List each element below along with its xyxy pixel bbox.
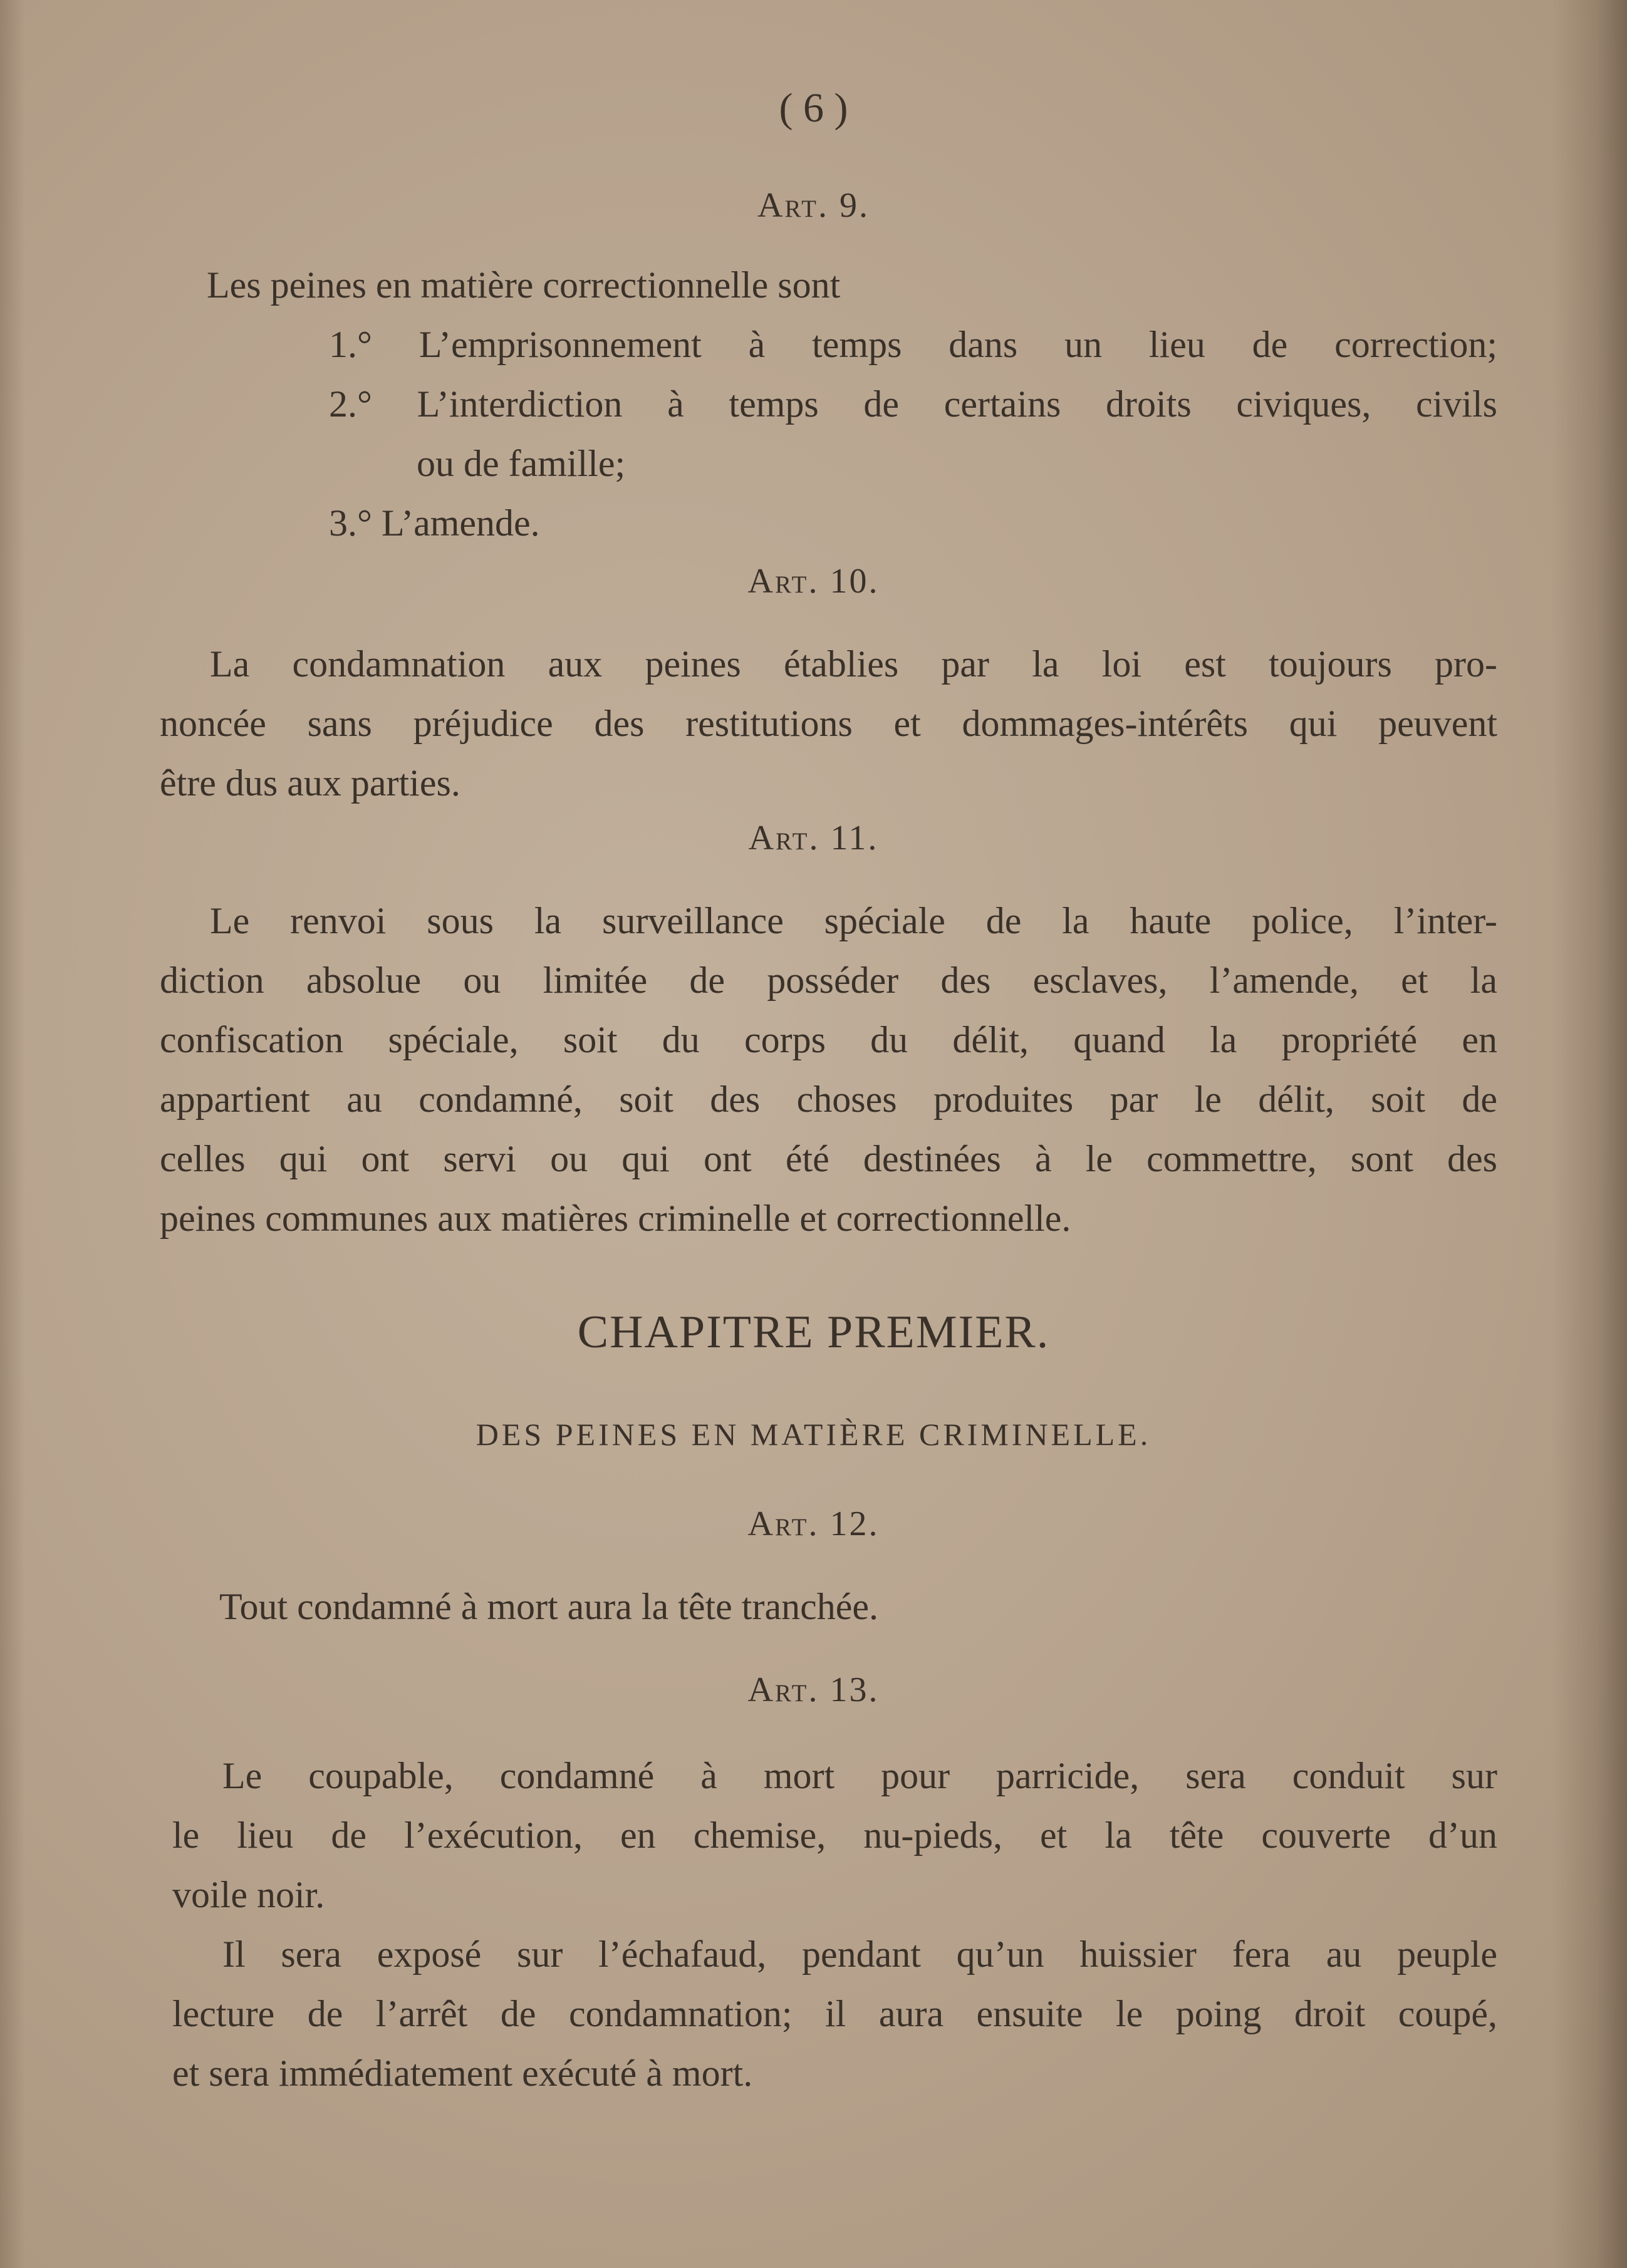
chapter-subtitle: DES PEINES EN MATIÈRE CRIMINELLE. (476, 1417, 1151, 1452)
art-9-item-3: 3.° L’amende. (329, 502, 540, 544)
art-9-heading: Art. 9. (757, 186, 870, 225)
art-11-line-3: confiscation spéciale, soit du corps du délit, quand la propriété en (160, 1019, 1497, 1060)
chapter-title: CHAPITRE PREMIER. (577, 1307, 1050, 1358)
art-11-line-5: celles qui ont servi ou qui ont été destinées à le commettre, sont des (160, 1138, 1497, 1179)
art-13-heading: Art. 13. (747, 1670, 880, 1709)
art-10-line-3: être dus aux parties. (160, 762, 460, 804)
art-13-p2-line-1: Il sera exposé sur l’échafaud, pendant qu’un huissier fera au peuple (222, 1934, 1497, 1975)
art-11-line-1: Le renvoi sous la surveillance spéciale de la haute police, l’inter- (210, 900, 1497, 941)
art-13-p1-line-2: le lieu de l’exécution, en chemise, nu-pieds, et la tête couverte d’un (172, 1815, 1497, 1856)
art-13-p2-line-3: et sera immédiatement exécuté à mort. (172, 2053, 753, 2094)
art-10-line-1: La condamnation aux peines établies par la loi est toujours pro- (210, 643, 1497, 685)
art-9-item-2-line-2: ou de famille; (417, 443, 626, 484)
art-11-line-6: peines communes aux matières criminelle et correctionnelle. (160, 1198, 1071, 1239)
art-9-item-1: 1.° L’emprisonnement à temps dans un lieu de correction; (329, 324, 1497, 365)
art-11-line-4: appartient au condamné, soit des choses produites par le délit, soit de (160, 1079, 1497, 1120)
page-number: ( 6 ) (779, 85, 848, 131)
page-shadow-left (0, 0, 25, 2268)
art-10-line-2: noncée sans préjudice des restitutions et dommages-intérêts qui peuvent (160, 703, 1497, 744)
art-9-item-2-line-1: 2.° L’interdiction à temps de certains droits civiques, civils (329, 383, 1497, 425)
art-11-line-2: diction absolue ou limitée de posséder des esclaves, l’amende, et la (160, 960, 1497, 1001)
art-10-heading: Art. 10. (747, 562, 880, 601)
art-13-p1-line-3: voile noir. (172, 1874, 325, 1915)
art-12-heading: Art. 12. (747, 1504, 880, 1543)
art-12-text: Tout condamné à mort aura la tête tranchée. (219, 1586, 878, 1627)
art-9-intro: Les peines en matière correctionnelle sont (207, 264, 841, 306)
art-11-heading: Art. 11. (748, 819, 879, 857)
page-shadow-right (1552, 0, 1627, 2268)
art-13-p2-line-2: lecture de l’arrêt de condamnation; il aura ensuite le poing droit coupé, (172, 1993, 1497, 2034)
art-13-p1-line-1: Le coupable, condamné à mort pour parricide, sera conduit sur (222, 1755, 1497, 1796)
